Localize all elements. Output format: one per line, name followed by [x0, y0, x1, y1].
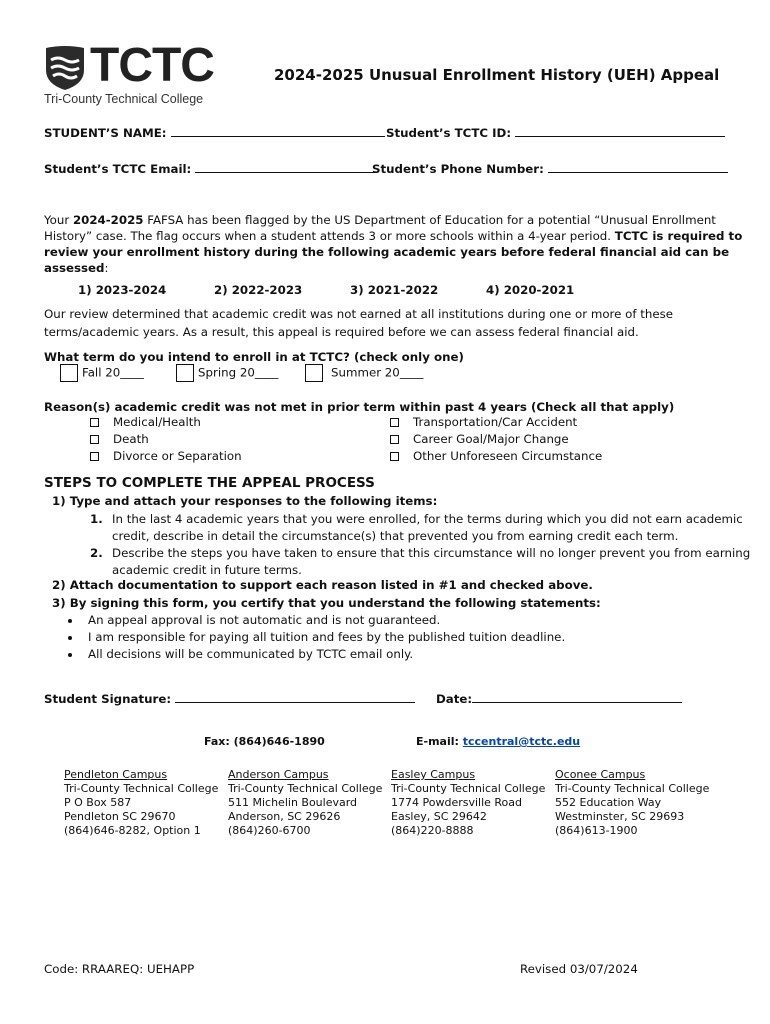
logo [44, 39, 224, 110]
fall-checkbox[interactable] [60, 364, 78, 382]
spring-checkbox[interactable] [176, 364, 194, 382]
step-1-item-1: 1. In the last 4 academic years that you were enrolled, for the terms during which you did not earn academic credit, describe in detail the circumstance(s) that prevented you from earning credit each term. [90, 512, 743, 543]
step-3: 3) By signing this form, you certify that you understand the following statements: [52, 596, 601, 610]
page-title: 2024-2025 Unusual Enrollment History (UEH) Appeal [274, 66, 720, 84]
reason-death[interactable]: Death [90, 431, 242, 448]
email-link[interactable]: tccentral@tctc.edu [462, 735, 581, 748]
revised-date: Revised 03/07/2024 [520, 962, 638, 976]
year-4: 4) 2020-2021 [486, 283, 575, 297]
step-2: 2) Attach documentation to support each reason listed in #1 and checked above. [52, 578, 593, 592]
student-phone-label: Student’s Phone Number: [372, 162, 544, 176]
form-code: Code: RRAAREQ: UEHAPP [44, 962, 195, 976]
checkbox-icon [90, 452, 99, 461]
term-option-summer[interactable]: Summer 20____ [305, 364, 423, 382]
list-item: I am responsible for paying all tuition and fees by the published tuition deadline. [68, 629, 565, 646]
logo-wordmark: TCTC [90, 39, 214, 92]
intro-paragraph: Your 2024-2025 FAFSA has been flagged by the US Department of Education for a potential “Unusual Enrollment History” case. The flag occurs when a student attends 3 or more schools within a 4-year period. TCTC is required to review your enrollment history during the following academic years before federal financial aid can be assessed: [44, 213, 743, 275]
bullet-icon [68, 653, 72, 657]
reason-other[interactable]: Other Unforeseen Circumstance [390, 448, 602, 465]
date-line[interactable] [472, 690, 682, 703]
bullet-icon [68, 619, 72, 623]
reason-divorce[interactable]: Divorce or Separation [90, 448, 242, 465]
year-3: 3) 2021-2022 [350, 283, 439, 297]
student-email-line[interactable] [195, 160, 375, 173]
year-2: 2) 2022-2023 [214, 283, 303, 297]
student-name-field [44, 124, 385, 140]
term-option-spring[interactable]: Spring 20____ [176, 364, 278, 382]
student-name-label: STUDENT’S NAME: [44, 126, 167, 140]
reasons-question: Reason(s) academic credit was not met in prior term within past 4 years (Check all that apply) [44, 400, 675, 414]
campus-oconee: Oconee Campus Tri-County Technical College 552 Education Way Westminster, SC 29693 (864)613-1900 [555, 768, 710, 837]
term-question: What term do you intend to enroll in at TCTC? (check only one) [44, 350, 464, 364]
checkbox-icon [390, 418, 399, 427]
reason-medical[interactable]: Medical/Health [90, 414, 242, 431]
signature-label: Student Signature: [44, 692, 172, 706]
review-paragraph: Our review determined that academic credit was not earned at all institutions during one or more of these terms/academic years. As a result, this appeal is required before we can assess federal financial aid. [44, 307, 674, 339]
signature-line[interactable] [175, 690, 415, 703]
student-email-field [44, 160, 375, 176]
reason-transportation[interactable]: Transportation/Car Accident [390, 414, 602, 431]
student-name-line[interactable] [171, 124, 385, 137]
student-phone-field [372, 160, 728, 176]
email-contact: E-mail: tccentral@tctc.edu [416, 735, 581, 748]
year-1: 1) 2023-2024 [78, 283, 167, 297]
reasons-left-list [90, 414, 242, 465]
checkbox-icon [90, 418, 99, 427]
student-email-label: Student’s TCTC Email: [44, 162, 192, 176]
checkbox-icon [390, 452, 399, 461]
reason-career[interactable]: Career Goal/Major Change [390, 431, 602, 448]
date-label: Date [436, 692, 468, 706]
student-id-field [386, 124, 725, 140]
student-id-line[interactable] [515, 124, 725, 137]
bullet-icon [68, 636, 72, 640]
reasons-right-list [390, 414, 602, 465]
step-1-item-2: 2. Describe the steps you have taken to ensure that this circumstance will no longer prevent you from earning academic credit in future terms. [90, 546, 751, 577]
checkbox-icon [90, 435, 99, 444]
summer-checkbox[interactable] [305, 364, 323, 382]
list-item: An appeal approval is not automatic and is not guaranteed. [68, 612, 565, 629]
student-phone-line[interactable] [548, 160, 728, 173]
step-1: 1) Type and attach your responses to the following items: [52, 494, 438, 508]
logo-subtitle: Tri-County Technical College [44, 92, 204, 106]
college-crest-icon [44, 46, 86, 92]
list-item: All decisions will be communicated by TCTC email only. [68, 646, 565, 663]
date-field: Date: [436, 690, 682, 706]
campus-pendleton: Pendleton Campus Tri-County Technical College P O Box 587 Pendleton SC 29670 (864)646-8282, Option 1 [64, 768, 219, 837]
campus-easley: Easley Campus Tri-County Technical College 1774 Powdersville Road Easley, SC 29642 (864)220-8888 [391, 768, 546, 837]
student-id-label: Student’s TCTC ID: [386, 126, 512, 140]
statements-list [68, 612, 565, 663]
steps-heading: STEPS TO COMPLETE THE APPEAL PROCESS [44, 475, 375, 491]
fax-number: Fax: (864)646-1890 [204, 735, 325, 748]
checkbox-icon [390, 435, 399, 444]
campus-anderson: Anderson Campus Tri-County Technical College 511 Michelin Boulevard Anderson, SC 29626 (864)260-6700 [228, 768, 383, 837]
signature-field [44, 690, 415, 706]
term-option-fall[interactable]: Fall 20____ [60, 364, 144, 382]
